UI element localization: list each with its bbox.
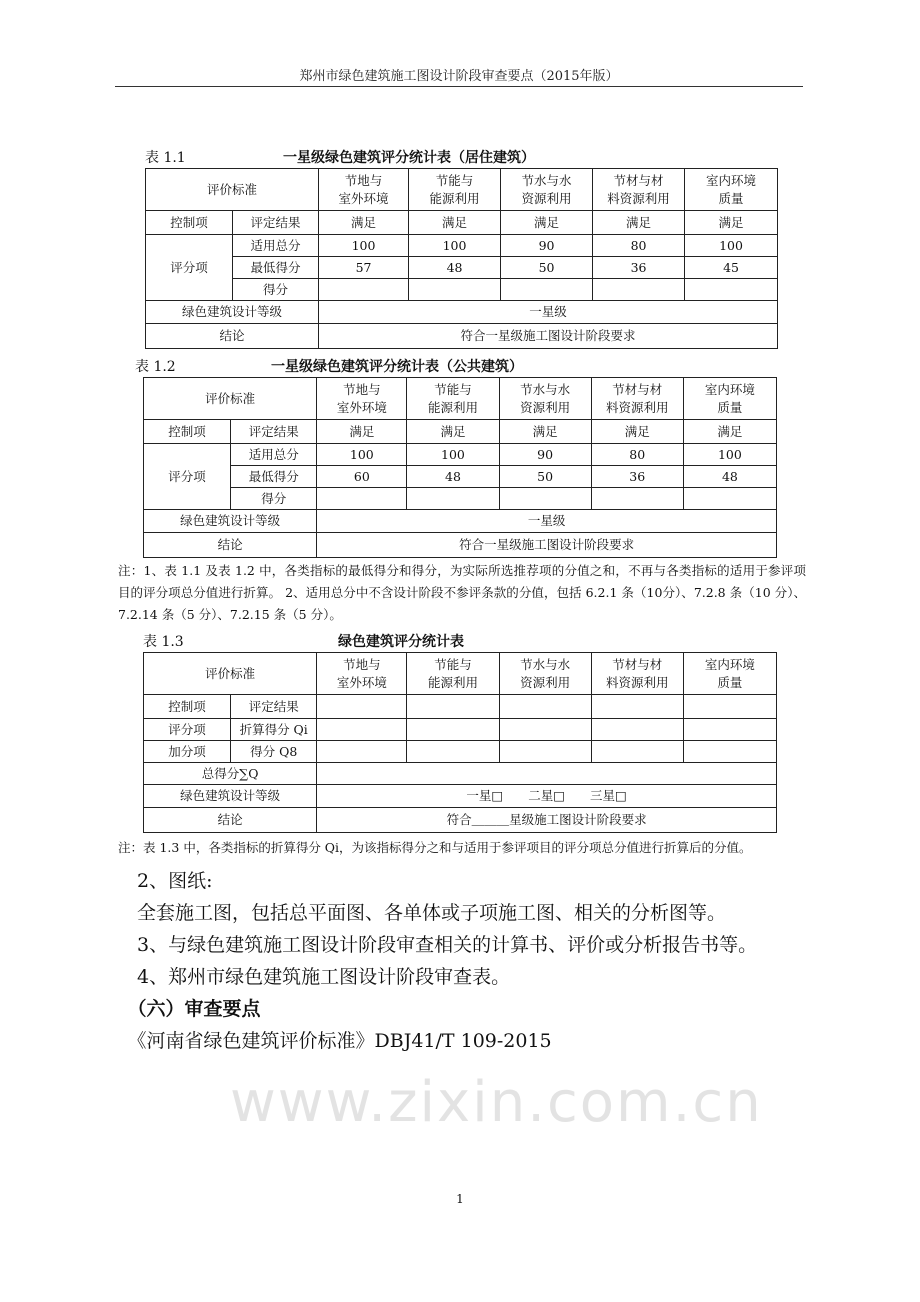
table-cell: 一星□ 二星□ 三星□: [317, 785, 777, 808]
column-header: 节材与材 料资源利用: [591, 378, 683, 420]
table-cell: 评分项: [144, 719, 231, 741]
table-cell: 满足: [685, 211, 778, 235]
table-title: 绿色建筑评分统计表: [338, 634, 464, 650]
table-cell: 适用总分: [233, 235, 319, 257]
table-row: [146, 324, 778, 349]
table-cell: [593, 279, 685, 301]
table-row: [144, 510, 777, 533]
table-cell: [407, 695, 499, 719]
table-title: 一星级绿色建筑评分统计表（公共建筑）: [271, 359, 523, 375]
table-cell: [591, 695, 683, 719]
table-cell: [499, 741, 591, 763]
column-header: 室内环境 质量: [683, 378, 776, 420]
table-cell: 满足: [683, 420, 776, 444]
header-divider: [115, 86, 803, 87]
table-cell: 满足: [593, 211, 685, 235]
table-cell: [685, 279, 778, 301]
table-cell: 满足: [317, 420, 407, 444]
section-heading: （六）审查要点: [118, 998, 261, 1020]
table-cell: 50: [501, 257, 593, 279]
column-header: 节水与水 资源利用: [499, 653, 591, 695]
table-cell: [499, 695, 591, 719]
column-header: 室内环境 质量: [683, 653, 776, 695]
table-cell: 控制项: [146, 211, 233, 235]
table-cell: [499, 488, 591, 510]
table-cell: 60: [317, 466, 407, 488]
table-cell: 满足: [499, 420, 591, 444]
table-cell: 绿色建筑设计等级: [146, 301, 319, 324]
column-header: 评价标准: [146, 169, 319, 211]
table-cell: 最低得分: [233, 257, 319, 279]
table-row: [144, 808, 777, 833]
table-caption-3: [143, 632, 803, 652]
table-cell: 100: [407, 444, 499, 466]
table-row: [144, 420, 777, 444]
table-row: [144, 763, 777, 785]
column-header: 节能与 能源利用: [407, 378, 499, 420]
paragraph: 全套施工图，包括总平面图、各单体或子项施工图、相关的分析图等。: [118, 902, 727, 924]
table-row: [144, 466, 777, 488]
table-row: [144, 653, 777, 695]
table-cell: 48: [683, 466, 776, 488]
table-cell: [317, 763, 777, 785]
table-label: 表 1.1: [145, 150, 186, 166]
table-cell: 评定结果: [233, 211, 319, 235]
table-cell: 控制项: [144, 420, 231, 444]
table-cell: [407, 741, 499, 763]
table-cell: [683, 719, 776, 741]
table-cell: 100: [683, 444, 776, 466]
paragraph: 4、郑州市绿色建筑施工图设计阶段审查表。: [118, 966, 511, 988]
table-cell: 90: [501, 235, 593, 257]
table-cell: [317, 695, 407, 719]
table-cell: [683, 488, 776, 510]
table-cell: [317, 488, 407, 510]
table-cell: 绿色建筑设计等级: [144, 785, 317, 808]
column-header: 节地与 室外环境: [317, 653, 407, 695]
table-cell: [501, 279, 593, 301]
page-number: 1: [456, 1192, 464, 1206]
table-cell: 36: [593, 257, 685, 279]
column-header: 评价标准: [144, 653, 317, 695]
table-row: [144, 719, 777, 741]
table-cell: 满足: [319, 211, 409, 235]
table-cell: [317, 741, 407, 763]
table-cell: [499, 719, 591, 741]
table-cell: 80: [591, 444, 683, 466]
column-header: 节地与 室外环境: [317, 378, 407, 420]
score-table-public: [143, 377, 777, 558]
table-cell: 绿色建筑设计等级: [144, 510, 317, 533]
running-header: 郑州市绿色建筑施工图设计阶段审查要点（2015年版）: [299, 69, 619, 84]
table-cell: 满足: [501, 211, 593, 235]
document-content: [0, 148, 920, 1135]
table-cell: 评分项: [146, 235, 233, 301]
table-cell: 满足: [407, 420, 499, 444]
table-cell: 一星级: [317, 510, 777, 533]
table-cell: [407, 719, 499, 741]
table-cell: 得分: [231, 488, 317, 510]
table-cell: [683, 741, 776, 763]
table-cell: [591, 719, 683, 741]
table-label: 表 1.2: [135, 359, 176, 375]
table-cell: 最低得分: [231, 466, 317, 488]
table-cell: 得分 Q8: [231, 741, 317, 763]
table-cell: 50: [499, 466, 591, 488]
table-cell: 结论: [144, 533, 317, 558]
column-header: 节水与水 资源利用: [501, 169, 593, 211]
table-cell: 结论: [146, 324, 319, 349]
column-header: 节材与材 料资源利用: [591, 653, 683, 695]
column-header: 评价标准: [144, 378, 317, 420]
score-table-general: [143, 652, 777, 833]
table-cell: 符合一星级施工图设计阶段要求: [319, 324, 778, 349]
table-cell: 100: [317, 444, 407, 466]
table-cell: 评定结果: [231, 420, 317, 444]
table-cell: [683, 695, 776, 719]
table-cell: 加分项: [144, 741, 231, 763]
table-row: [144, 741, 777, 763]
column-header: 节材与材 料资源利用: [593, 169, 685, 211]
table-cell: [409, 279, 501, 301]
table-row: [146, 301, 778, 324]
table-cell: 得分: [233, 279, 319, 301]
table-cell: 45: [685, 257, 778, 279]
table-cell: 符合＿＿＿星级施工图设计阶段要求: [317, 808, 777, 833]
table-row: [144, 488, 777, 510]
table-cell: [591, 488, 683, 510]
table-cell: 符合一星级施工图设计阶段要求: [317, 533, 777, 558]
table-cell: 90: [499, 444, 591, 466]
table-cell: 适用总分: [231, 444, 317, 466]
table-cell: 100: [685, 235, 778, 257]
table-cell: 控制项: [144, 695, 231, 719]
column-header: 节能与 能源利用: [407, 653, 499, 695]
paragraph: 3、与绿色建筑施工图设计阶段审查相关的计算书、评价或分析报告书等。: [118, 934, 758, 956]
table-row: [146, 257, 778, 279]
table-cell: 满足: [591, 420, 683, 444]
column-header: 节地与 室外环境: [319, 169, 409, 211]
table-cell: 折算得分 Qi: [231, 719, 317, 741]
table-row: [144, 695, 777, 719]
table-cell: 评定结果: [231, 695, 317, 719]
note-tables-1-2: 注：1、表 1.1 及表 1.2 中，各类指标的最低得分和得分，为实际所选推荐项的分值之和，不再与各类指标的适用于参评项目的评分项总分值进行折算。 2、适用总分中不含设计阶段不参评条款的分值，包括 6.2.1 条（10分）、7.2.8 条（10 分）、7.2.14 条（5 分）、7.2.15 条（5 分）。: [118, 563, 806, 622]
body-text: [118, 865, 808, 1057]
table-cell: [407, 488, 499, 510]
table-cell: 57: [319, 257, 409, 279]
table-cell: [319, 279, 409, 301]
table-cell: [317, 719, 407, 741]
score-table-residential: [145, 168, 778, 349]
table-row: [144, 378, 777, 420]
column-header: 节水与水 资源利用: [499, 378, 591, 420]
paragraph: 《河南省绿色建筑评价标准》DBJ41/T 109-2015: [118, 1030, 552, 1052]
table-title: 一星级绿色建筑评分统计表（居住建筑）: [283, 150, 535, 166]
table-row: [146, 279, 778, 301]
table-caption-2: [135, 357, 795, 377]
table-label: 表 1.3: [143, 634, 184, 650]
table-row: [144, 533, 777, 558]
table-row: [146, 169, 778, 211]
table-cell: [591, 741, 683, 763]
watermark: www.zixin.com.cn: [230, 1070, 763, 1135]
column-header: 节能与 能源利用: [409, 169, 501, 211]
table-cell: 48: [409, 257, 501, 279]
table-row: [146, 211, 778, 235]
table-cell: 评分项: [144, 444, 231, 510]
table-row: [144, 785, 777, 808]
table-cell: 结论: [144, 808, 317, 833]
note-table-3: 注：表 1.3 中，各类指标的折算得分 Qi，为该指标得分之和与适用于参评项目的评分项总分值进行折算后的分值。: [118, 840, 752, 855]
table-cell: 80: [593, 235, 685, 257]
table-cell: 36: [591, 466, 683, 488]
table-row: [144, 444, 777, 466]
table-row: [146, 235, 778, 257]
table-caption-1: [145, 148, 805, 168]
column-header: 室内环境 质量: [685, 169, 778, 211]
paragraph: 2、图纸:: [118, 870, 213, 892]
table-cell: 48: [407, 466, 499, 488]
table-cell: 一星级: [319, 301, 778, 324]
table-cell: 总得分∑Q: [144, 763, 317, 785]
table-cell: 100: [409, 235, 501, 257]
table-cell: 100: [319, 235, 409, 257]
table-cell: 满足: [409, 211, 501, 235]
